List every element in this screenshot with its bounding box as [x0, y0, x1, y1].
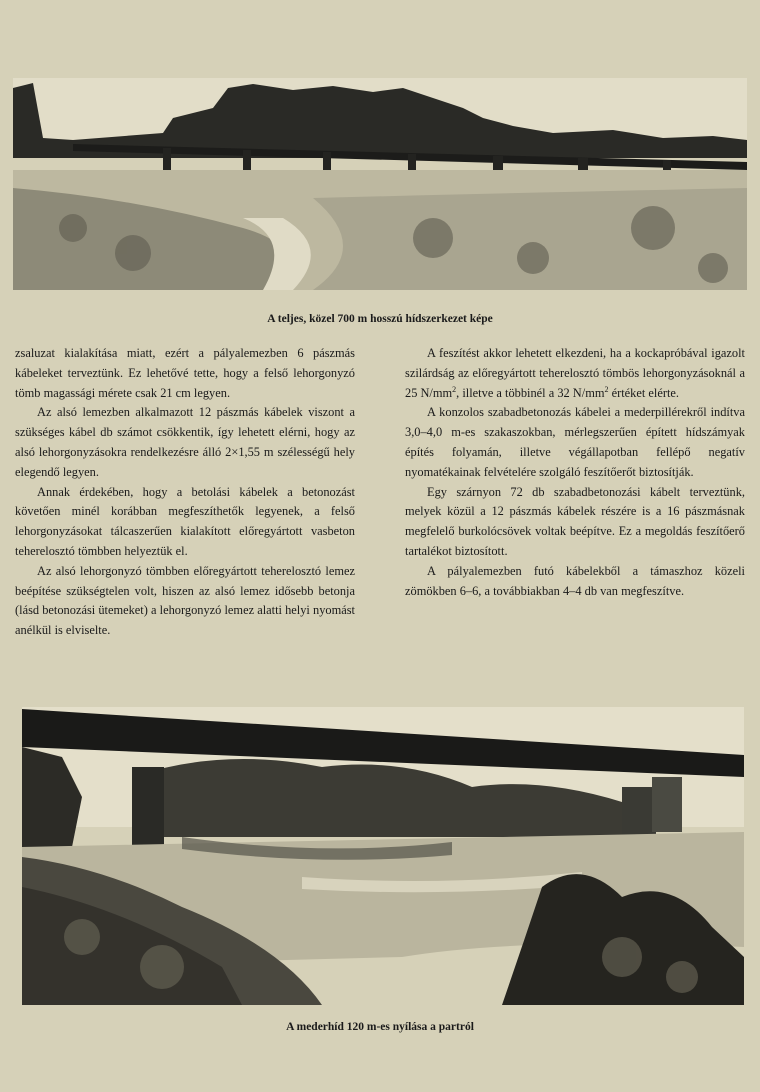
paragraph	[405, 344, 745, 403]
bridge-panorama-photo	[13, 78, 747, 290]
river-span-photo	[22, 707, 744, 1005]
paragraph: Az alsó lemezben alkalmazott 12 pászmás kábelek viszont a szükséges kábel db számot csökkentik, így lehetett elérni, hogy az alsó lehorgonyzásokra rendelkezésre álló 2×1,55 m szélességű hely elegendő legyen.	[15, 405, 355, 479]
paragraph: Az alsó lehorgonyzó tömbben előregyártott teherelosztó lemez beépítése szükségtelen volt, hiszen az alsó lemez idősebb betonja (lásd betonozási ütemeket) a lehorgonyzó lemez alatti helyi nyomást anélkül is elviselte.	[15, 563, 355, 638]
text-column-right	[405, 344, 745, 601]
paragraph-text: A feszítést akkor lehetett elkezdeni, ha a kockapróbával igazolt szilárdság az előregyártott teherelosztó tömbös lehorgonyzásoknál a 25 N/mm	[405, 346, 745, 400]
superscript: 2	[452, 384, 457, 394]
paragraph-text: értéket elérte.	[608, 385, 679, 400]
figure-caption-1: A teljes, közel 700 m hosszú hídszerkezet képe	[267, 313, 493, 325]
paragraph: zsaluzat kialakítása miatt, ezért a pályalemezben 6 pászmás kábeleket terveztünk. Ez lehetővé tette, hogy a felső lehorgonyzó tömb magassági mérete csak 21 cm legyen.	[15, 346, 355, 400]
text-column-left	[15, 344, 355, 641]
paragraph: A pályalemezben futó kábelekből a támaszhoz közeli zömökben 6–6, a továbbiakban 4–4 db van megfeszítve.	[405, 563, 745, 598]
paragraph: Annak érdekében, hogy a betolási kábelek a betonozást követően minél korábban megfeszíthetők legyenek, a felső lehorgonyzásokat tálcaszerűen kialakított előregyártott vasbeton teherelosztó tömbben helyeztük el.	[15, 484, 355, 558]
paragraph: A konzolos szabadbetonozás kábelei a mederpillérekről indítva 3,0–4,0 m-es szakaszokban, mérlegszerűen épített hídszámyak építés folyamán, illetve végállapotban fellépő negatív nyomatékainak felvételére szolgáló feszítőerőt biztosítják.	[405, 405, 745, 479]
paragraph: Egy szárnyon 72 db szabadbetonozási kábelt terveztünk, melyek közül a 12 pászmás kábelek részére is a 16 pászmásnak megfelelő burkolócsövek voltak beépítve. Ez a megoldás feszítőerő tartalékot biztosított.	[405, 484, 745, 558]
figure-caption-2: A mederhíd 120 m-es nyílása a partról	[286, 1021, 474, 1033]
superscript: 2	[604, 384, 609, 394]
paragraph-text: , illetve a többinél a 32 N/mm	[456, 385, 605, 400]
